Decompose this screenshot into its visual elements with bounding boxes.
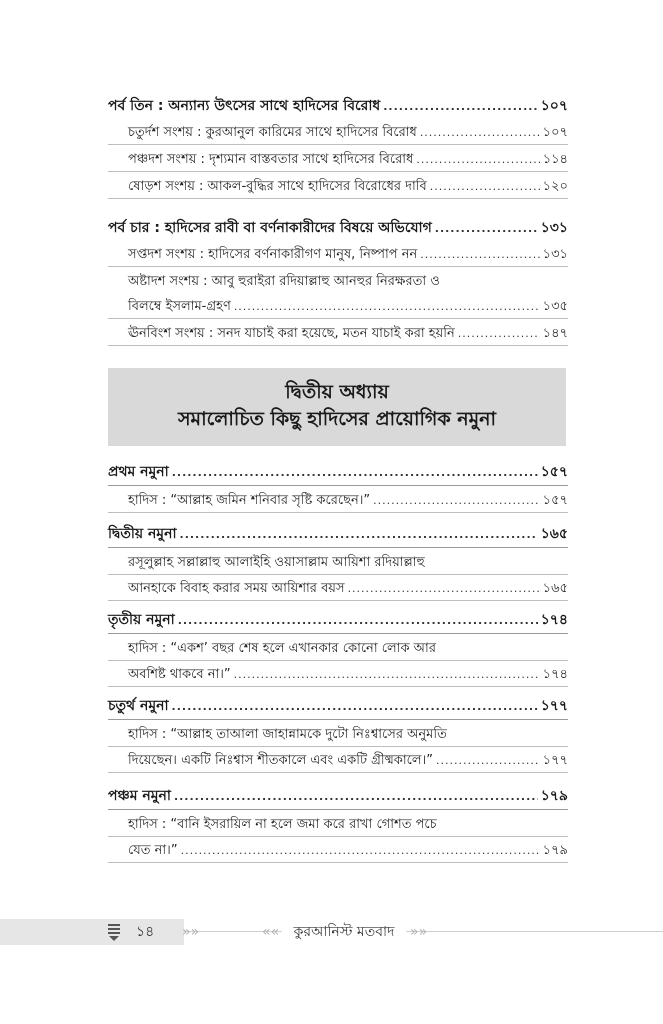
sample-5-line2: যেত না।” (128, 843, 178, 858)
doubt-16-page: ১২০ (542, 179, 568, 194)
leader-dots (174, 785, 538, 809)
toc-sample-2 (108, 522, 568, 601)
leader-dots (383, 95, 537, 119)
leader-dots (172, 695, 538, 719)
sample-2-line1: রসূলুল্লাহ সল্লাল্লাহু আলাইহি ওয়াসাল্লাম আয়িশা রদিয়াল্লাহু (108, 552, 568, 575)
sample-5-desc-page: ১৭৯ (542, 843, 568, 858)
doubt-16-entry[interactable] (108, 176, 568, 199)
sample-2-page: ১৬৫ (540, 526, 568, 542)
leader-dots (430, 176, 540, 198)
toc-part-three (108, 94, 568, 199)
sample-1-desc-page: ১৫৭ (542, 493, 568, 508)
toc-sample-4 (108, 694, 568, 773)
sample-3-entry[interactable] (108, 608, 568, 634)
footer-band (0, 919, 184, 945)
leader-dots (181, 840, 540, 862)
sample-5-line1: হাদিস : “বানি ইসরায়িল না হলে জমা করে রাখা গোশত পচে (108, 814, 568, 837)
toc-sample-1 (108, 460, 568, 513)
leader-dots (178, 609, 538, 633)
sample-4-title: চতুর্থ নমুনা (108, 698, 169, 714)
leader-dots (373, 490, 540, 512)
sample-1-desc: হাদিস : “আল্লাহ জমিন শনিবার সৃষ্টি করেছেন।” (128, 493, 371, 508)
doubt-17-entry[interactable] (108, 244, 568, 267)
part-three-page: ১০৭ (540, 98, 568, 114)
sample-4-line1: হাদিস : “আল্লাহ তাআলা জাহান্নামকে দুটো নিঃশ্বাসের অনুমতি (108, 724, 568, 747)
leader-dots (180, 523, 538, 547)
toc-sample-5 (108, 784, 568, 863)
leader-dots (416, 149, 539, 171)
sample-1-page: ১৫৭ (540, 464, 568, 480)
chapter-heading-box (108, 368, 566, 446)
page-footer (0, 916, 663, 948)
sample-5-title: পঞ্চম নমুনা (108, 788, 171, 804)
chevron-right-icon: »» (410, 924, 428, 940)
chapter-subtitle: সমালোচিত কিছু হাদিসের প্রায়োগিক নমুনা (177, 408, 497, 430)
doubt-14-entry[interactable] (108, 122, 568, 145)
doubt-19-page: ১৪৭ (542, 326, 568, 341)
leader-dots (420, 244, 539, 266)
book-pages-icon (106, 922, 124, 946)
page-number: ১৪ (136, 924, 155, 940)
sample-5-entry[interactable] (108, 784, 568, 810)
sample-5-desc-entry[interactable] (108, 840, 568, 863)
sample-3-title: তৃতীয় নমুনা (108, 612, 175, 628)
doubt-16-title: ষোড়শ সংশয় : আকল-বুদ্ধির সাথে হাদিসের বিরোধের দাবি (128, 179, 427, 194)
sample-4-line2: দিয়েছেন। একটি নিঃশ্বাস শীতকালে এবং একটি গ্রীষ্মকালে।” (128, 753, 433, 768)
running-book-title: কুরআনিস্ট মতবাদ (282, 922, 406, 942)
doubt-18-page: ১৩৫ (542, 299, 568, 314)
toc-sample-3 (108, 608, 568, 687)
toc-part-four (108, 216, 568, 346)
chevron-left-icon: «« (262, 924, 280, 940)
leader-dots (435, 217, 538, 241)
part-three-entry[interactable] (108, 94, 568, 119)
sample-2-title: দ্বিতীয় নমুনা (108, 526, 177, 542)
sample-4-entry[interactable] (108, 694, 568, 720)
sample-3-line2: অবশিষ্ট থাকবে না।” (128, 667, 231, 682)
doubt-15-page: ১১৪ (542, 152, 568, 167)
part-four-title: পর্ব চার : হাদিসের রাবী বা বর্ণনাকারীদের বিষয়ে অভিযোগ (108, 220, 432, 236)
part-four-page: ১৩১ (540, 220, 568, 236)
sample-4-desc-entry[interactable] (108, 750, 568, 773)
sample-3-line1: হাদিস : “একশ’ বছর শেষ হলে এখানকার কোনো লোক আর (108, 638, 568, 661)
sample-1-title: প্রথম নমুনা (108, 464, 169, 480)
doubt-18-line2: বিলম্বে ইসলাম-গ্রহণ (128, 299, 231, 314)
sample-2-desc-entry[interactable] (108, 578, 568, 601)
sample-4-page: ১৭৭ (540, 698, 568, 714)
sample-5-page: ১৭৯ (540, 788, 568, 804)
doubt-18-line1: অষ্টাদশ সংশয় : আবু হুরাইরা রদিয়াল্লাহু আনহুর নিরক্ষরতা ও (128, 274, 440, 289)
doubt-18-entry[interactable] (108, 296, 568, 319)
doubt-17-title: সপ্তদশ সংশয় : হাদিসের বর্ণনাকারীগণ মানুষ, নিষ্পাপ নন (128, 247, 418, 262)
doubt-15-title: পঞ্চদশ সংশয় : দৃশ্যমান বাস্তবতার সাথে হাদিসের বিরোধ (128, 152, 414, 167)
doubt-14-page: ১০৭ (542, 125, 568, 140)
leader-dots (172, 461, 538, 485)
leader-dots (420, 122, 540, 144)
leader-dots (348, 578, 540, 600)
doubt-17-page: ১৩১ (542, 247, 568, 262)
leader-dots (234, 664, 540, 686)
sample-4-desc-page: ১৭৭ (542, 753, 568, 768)
leader-dots (458, 323, 540, 345)
sample-2-desc-page: ১৬৫ (542, 581, 568, 596)
chapter-title: দ্বিতীয় অধ্যায় (285, 381, 389, 403)
doubt-14-title: চতুর্দশ সংশয় : কুরআনুল কারিমের সাথে হাদিসের বিরোধ (128, 125, 417, 140)
doubt-19-title: ঊনবিংশ সংশয় : সনদ যাচাই করা হয়েছে, মতন যাচাই করা হয়নি (128, 326, 455, 341)
sample-3-page: ১৭৪ (540, 612, 568, 628)
sample-3-desc-page: ১৭৪ (542, 667, 568, 682)
sample-1-entry[interactable] (108, 460, 568, 486)
sample-2-line2: আনহাকে বিবাহ করার সময় আয়িশার বয়স (128, 581, 345, 596)
sample-3-desc-entry[interactable] (108, 664, 568, 687)
part-three-title: পর্ব তিন : অন্যান্য উৎসের সাথে হাদিসের বিরোধ (108, 98, 381, 114)
chevron-right-icon: »» (182, 924, 200, 940)
sample-2-entry[interactable] (108, 522, 568, 548)
doubt-15-entry[interactable] (108, 149, 568, 172)
part-four-entry[interactable] (108, 216, 568, 241)
leader-dots (234, 296, 540, 318)
leader-dots (436, 750, 540, 772)
sample-1-desc-entry[interactable] (108, 490, 568, 513)
doubt-19-entry[interactable] (108, 323, 568, 346)
